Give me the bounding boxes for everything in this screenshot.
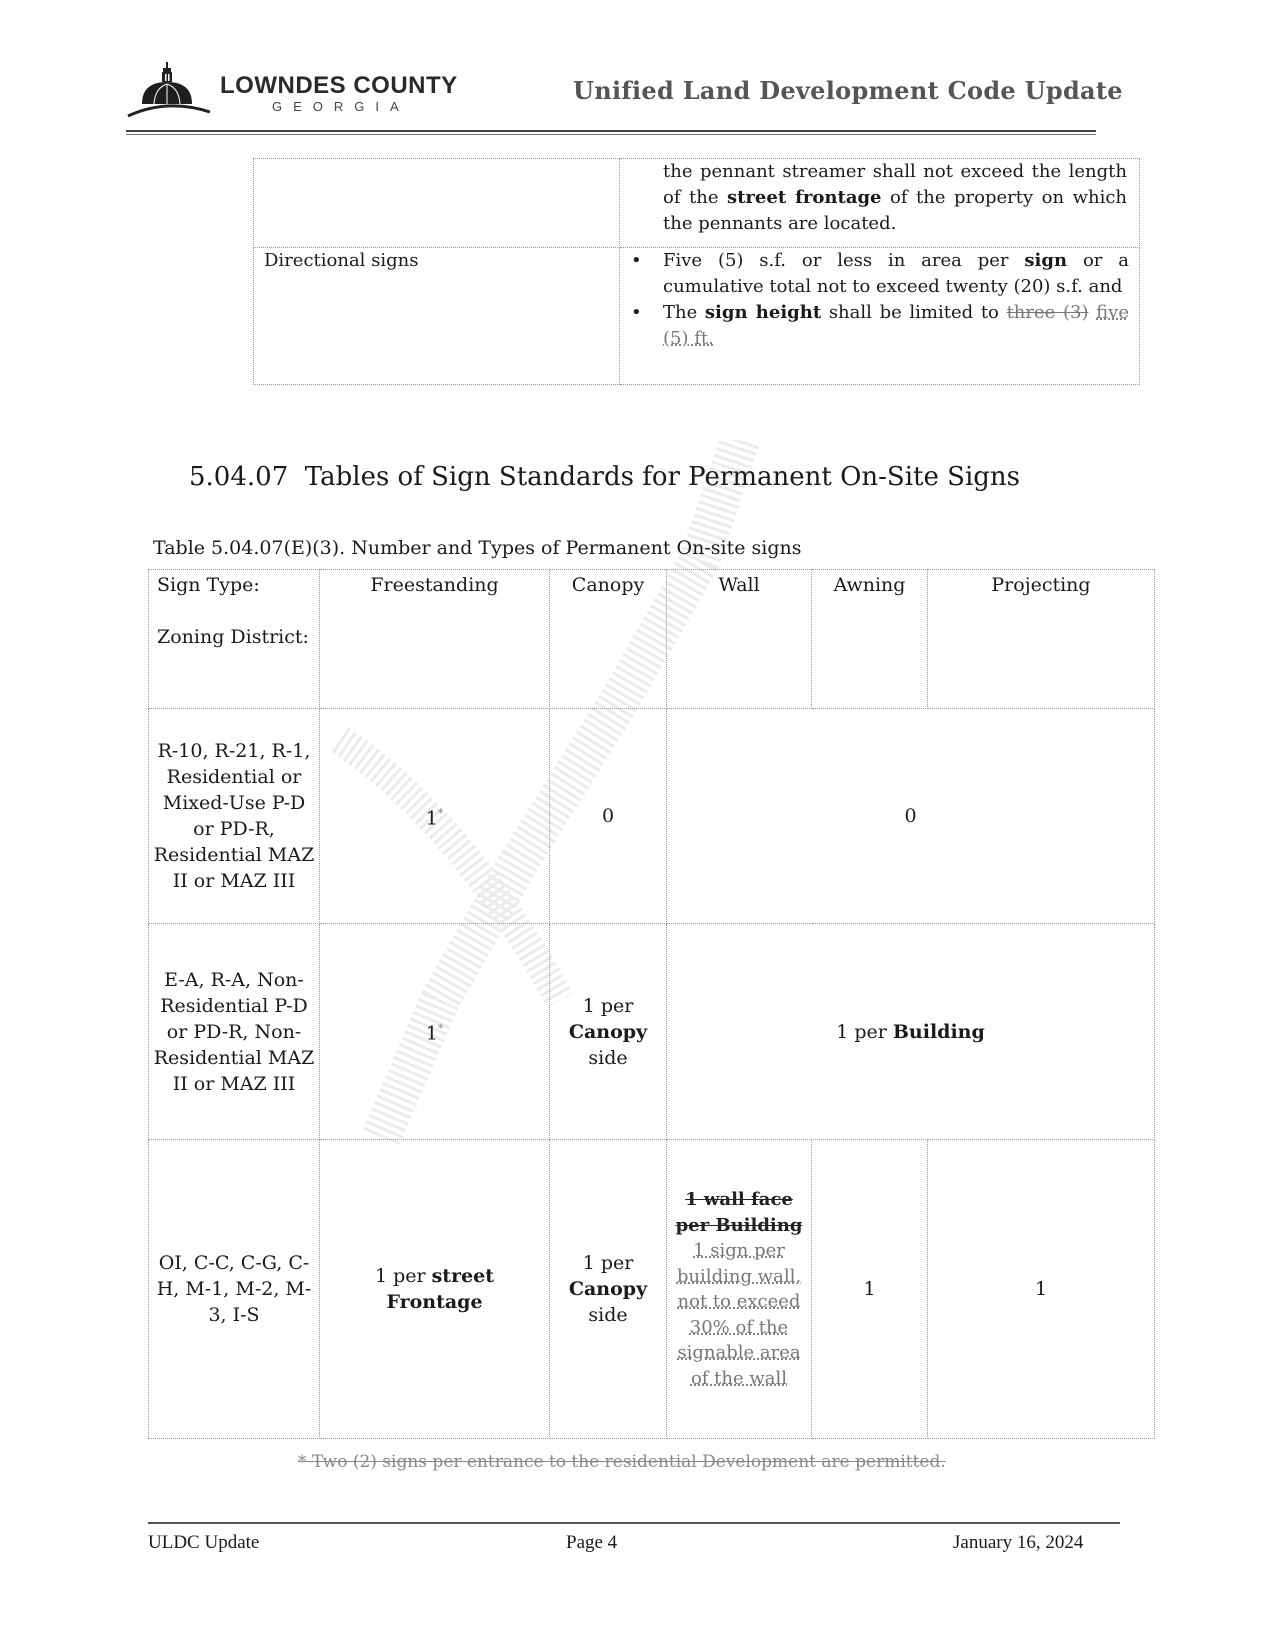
- temporary-signs-table-continued: [253, 158, 1140, 385]
- freestanding-cell: [320, 924, 550, 1140]
- table-header-row: [149, 570, 1155, 709]
- footer-doc-name: ULDC Update: [148, 1532, 260, 1553]
- footer-rule: [148, 1522, 1120, 1524]
- section-title: Tables of Sign Standards for Permanent On-Site Signs: [304, 462, 1020, 492]
- document-title: Unified Land Development Code Update: [573, 76, 1123, 105]
- canopy-cell: 0: [550, 709, 667, 924]
- text-span: the pennant streamer shall not exceed the length of the: [663, 161, 1127, 208]
- wall-awning-projecting-cell: 0: [667, 709, 1155, 924]
- org-state: GEORGIA: [272, 99, 410, 114]
- freestanding-cell: [320, 709, 550, 924]
- wall-awning-projecting-cell: [667, 924, 1155, 1140]
- text-span: [1088, 302, 1096, 323]
- value: 1 per: [374, 1265, 432, 1287]
- table-row: [254, 159, 1140, 248]
- section-heading: [189, 462, 1020, 492]
- sign-type-cell: [254, 159, 620, 248]
- standards-list: [620, 248, 1129, 352]
- footnote-marker: *: [437, 806, 444, 820]
- inserted-text: 1 sign per building wall, not to exceed 30% of the signable area of the wall: [676, 1240, 802, 1389]
- defined-term: sign height: [704, 302, 822, 323]
- value: side: [588, 1046, 628, 1069]
- text-span: of the property on which the pennants are located.: [663, 187, 1127, 234]
- value: 1 per: [836, 1020, 893, 1043]
- value: 1: [425, 1022, 438, 1045]
- page-number: Page 4: [566, 1532, 618, 1553]
- district-cell: E-A, R-A, Non-Residential P-D or PD-R, Non-Residential MAZ II or MAZ III: [149, 924, 320, 1140]
- defined-term: Canopy: [568, 1020, 648, 1043]
- defined-term: Building: [892, 1020, 985, 1043]
- text-span: shall be limited to: [821, 302, 1007, 323]
- footnote-deleted: * Two (2) signs per entrance to the residential Development are permitted.: [298, 1452, 946, 1472]
- org-name: LOWNDES COUNTY: [220, 72, 458, 99]
- sign-type-label: Sign Type:: [157, 574, 260, 596]
- header-rule: [126, 130, 1096, 135]
- column-header-canopy: Canopy: [550, 570, 667, 709]
- canopy-cell: [550, 924, 667, 1140]
- standards-cell: [620, 159, 1140, 248]
- projecting-cell: 1: [928, 1140, 1155, 1439]
- defined-term: street: [431, 1265, 495, 1287]
- deleted-text: 1 wall face per Building: [675, 1189, 803, 1236]
- defined-term: sign: [1024, 250, 1068, 271]
- corner-header-cell: [149, 570, 320, 709]
- section-number: 5.04.07: [189, 462, 289, 492]
- table-row: [149, 709, 1155, 924]
- district-cell: OI, C-C, C-G, C-H, M-1, M-2, M-3, I-S: [149, 1140, 320, 1439]
- list-item: [663, 248, 1129, 300]
- table-row: [149, 1140, 1155, 1439]
- table-caption: Table 5.04.07(E)(3). Number and Types of Permanent On-site signs: [153, 537, 802, 559]
- text-span: Five (5) s.f. or less in area per: [663, 250, 1025, 271]
- footnote-marker: *: [437, 1022, 444, 1036]
- sign-type-cell: Directional signs: [254, 248, 620, 385]
- district-cell: R-10, R-21, R-1, Residential or Mixed-Use P-D or PD-R, Residential MAZ II or MAZ III: [149, 709, 320, 924]
- text-span: The: [663, 302, 705, 323]
- list-item: [663, 300, 1129, 352]
- column-header-wall: Wall: [667, 570, 812, 709]
- defined-term: Frontage: [386, 1291, 483, 1313]
- column-header-freestanding: Freestanding: [320, 570, 550, 709]
- sign-standards-table: [148, 569, 1155, 1439]
- awning-cell: 1: [812, 1140, 928, 1439]
- standards-cell: [620, 248, 1140, 385]
- value: 1 per: [582, 1252, 634, 1274]
- wall-cell: [667, 1140, 812, 1439]
- value: side: [588, 1304, 628, 1326]
- table-row: [254, 248, 1140, 385]
- canopy-cell: [550, 1140, 667, 1439]
- column-header-projecting: Projecting: [928, 570, 1155, 709]
- freestanding-cell: [320, 1140, 550, 1439]
- inserted-text: five (5) ft.: [663, 302, 1129, 349]
- text-span: or a cumulative total not to exceed twenty (20) s.f. and: [663, 250, 1129, 297]
- defined-term: Canopy: [568, 1278, 648, 1300]
- deleted-text: three (3): [1006, 302, 1089, 323]
- value: 1: [425, 807, 438, 830]
- defined-term: street frontage: [726, 187, 882, 208]
- county-dome-logo-icon: [126, 62, 212, 120]
- table-row: [149, 924, 1155, 1140]
- footer-date: January 16, 2024: [953, 1532, 1084, 1553]
- zoning-district-label: Zoning District:: [157, 626, 309, 648]
- value: 1 per: [582, 994, 634, 1017]
- column-header-awning: Awning: [812, 570, 928, 709]
